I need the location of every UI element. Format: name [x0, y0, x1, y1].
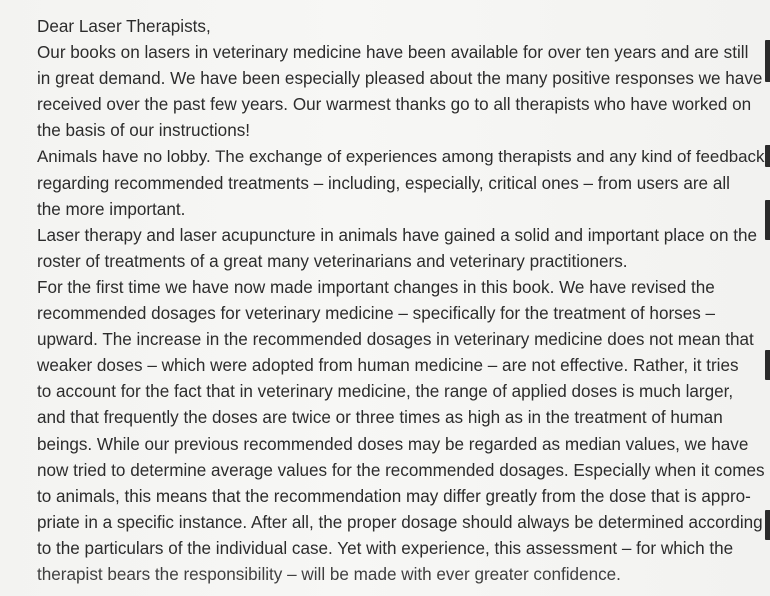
letter-line: therapist bears the responsibility – will be made with ever greater confidence. — [37, 564, 621, 584]
letter-line: regarding recommended treatments – including, especially, critical ones – from users are all — [37, 173, 730, 193]
letter-line: the basis of our instructions! — [37, 121, 251, 141]
letter-line: For the first time we have now made important changes in this book. We have revised the — [37, 277, 715, 297]
letter-line: weaker doses – which were adopted from human medicine – are not effective. Rather, it tries — [37, 356, 739, 376]
letter-line: beings. While our previous recommended doses may be regarded as median values, we have — [37, 434, 749, 454]
letter-line: to animals, this means that the recommendation may differ greatly from the dose that is appro- — [37, 486, 751, 506]
letter-line: recommended dosages for veterinary medicine – specifically for the treatment of horses – — [37, 304, 716, 324]
letter-line: Our books on lasers in veterinary medicine have been available for over ten years and are still — [37, 43, 749, 63]
letter-line: now tried to determine average values for the recommended dosages. Especially when it comes — [37, 460, 765, 480]
letter-line: to account for the fact that in veterinary medicine, the range of applied doses is much larger, — [37, 382, 734, 402]
letter-line: upward. The increase in the recommended dosages in veterinary medicine does not mean that — [37, 330, 754, 350]
letter-line: to the particulars of the individual case. Yet with experience, this assessment – for which the — [37, 538, 734, 558]
letter-body — [37, 14, 770, 588]
letter-line: received over the past few years. Our warmest thanks go to all therapists who have worked on — [37, 95, 752, 115]
letter-line: roster of treatments of a great many veterinarians and veterinary practitioners. — [37, 251, 628, 271]
letter-line: in great demand. We have been especially pleased about the many positive responses we have — [37, 69, 763, 89]
letter-line: Animals have no lobby. The exchange of experiences among therapists and any kind of feedback — [37, 147, 765, 167]
letter-line: priate in a specific instance. After all, the proper dosage should always be determined according — [37, 512, 763, 532]
letter-line: Laser therapy and laser acupuncture in animals have gained a solid and important place on the — [37, 225, 758, 245]
letter-line: the more important. — [37, 199, 186, 219]
letter-salutation: Dear Laser Therapists, — [37, 17, 211, 36]
letter-line: and that frequently the doses are twice or three times as high as in the treatment of human — [37, 408, 723, 428]
